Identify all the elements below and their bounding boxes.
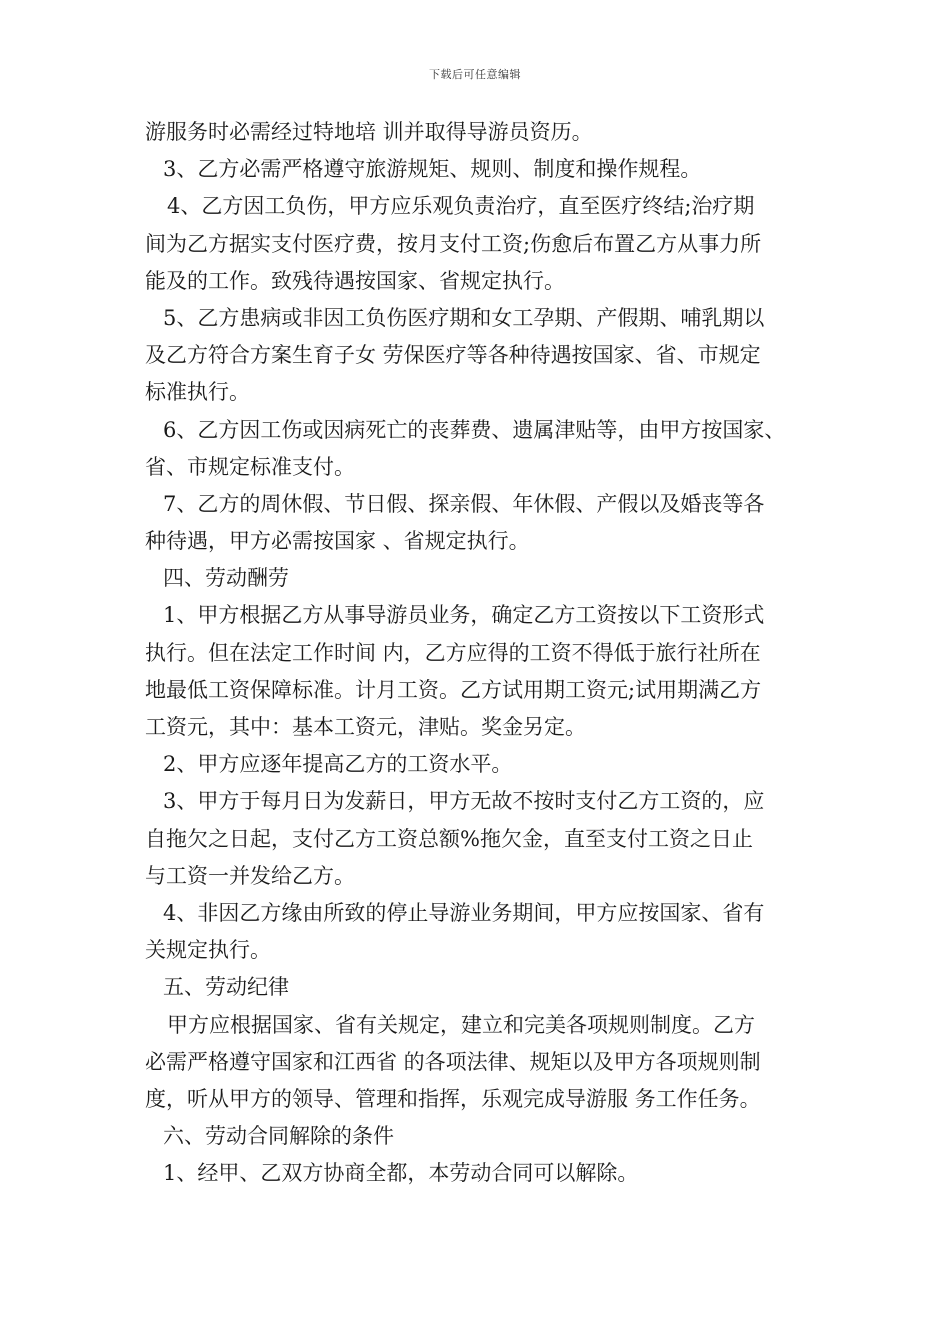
text-line: 度，听从甲方的领导、管理和指挥，乐观完成导游服 务工作任务。 [145, 1086, 761, 1111]
text-line: 四、劳动酬劳 [163, 566, 289, 591]
text-line: 7、乙方的周休假、节日假、探亲假、年休假、产假以及婚丧等各 [163, 491, 765, 516]
text-line: 标准执行。 [145, 380, 250, 405]
text-line: 5、乙方患病或非因工负伤医疗期和女工孕期、产假期、哺乳期以 [163, 305, 765, 330]
text-line: 五、劳动纪律 [163, 975, 289, 1000]
page-header: 下载后可任意编辑 [429, 68, 521, 81]
text-line: 与工资一并发给乙方。 [145, 863, 355, 888]
text-line: 及乙方符合方案生育子女 劳保医疗等各种待遇按国家、省、市规定 [145, 343, 761, 368]
text-line: 2、甲方应逐年提高乙方的工资水平。 [163, 752, 513, 777]
text-line: 必需严格遵守国家和江西省 的各项法律、规矩以及甲方各项规则制 [145, 1049, 761, 1074]
text-line: 工资元，其中：基本工资元，津贴。奖金另定。 [145, 715, 586, 739]
text-line: 间为乙方据实支付医疗费，按月支付工资;伤愈后布置乙方从事力所 [145, 231, 762, 256]
text-line: 省、市规定标准支付。 [145, 454, 355, 479]
text-line: 种待遇，甲方必需按国家 、省规定执行。 [145, 529, 530, 554]
text-line: 地最低工资保障标准。计月工资。乙方试用期工资元;试用期满乙方 [145, 677, 762, 702]
document-body [145, 114, 815, 1192]
text-line: 1、经甲、乙双方协商全都，本劳动合同可以解除。 [163, 1161, 639, 1186]
text-line: 六、劳动合同解除的条件 [163, 1124, 394, 1149]
text-line: 能及的工作。致残待遇按国家、省规定执行。 [145, 268, 565, 293]
text-line: 3、甲方于每月日为发薪日，甲方无故不按时支付乙方工资的，应 [163, 789, 765, 814]
text-line: 关规定执行。 [145, 938, 271, 963]
text-line: 1、甲方根据乙方从事导游员业务，确定乙方工资按以下工资形式 [163, 603, 765, 628]
text-line: 甲方应根据国家、省有关规定，建立和完美各项规则制度。乙方 [167, 1012, 755, 1037]
text-line: 4、非因乙方缘由所致的停止导游业务期间，甲方应按国家、省有 [163, 900, 765, 925]
text-line: 4、乙方因工负伤，甲方应乐观负责治疗，直至医疗终结;治疗期 [167, 194, 755, 219]
text-line: 自拖欠之日起，支付乙方工资总额%拖欠金，直至支付工资之日止 [145, 826, 753, 851]
text-line: 执行。但在法定工作时间 内，乙方应得的工资不得低于旅行社所在 [145, 640, 761, 665]
text-line: 6、乙方因工伤或因病死亡的丧葬费、遗属津贴等，由甲方按国家、 [163, 417, 786, 442]
text-line: 游服务时必需经过特地培 训并取得导游员资历。 [145, 120, 593, 144]
text-line: 3、乙方必需严格遵守旅游规矩、规则、制度和操作规程。 [163, 157, 702, 182]
